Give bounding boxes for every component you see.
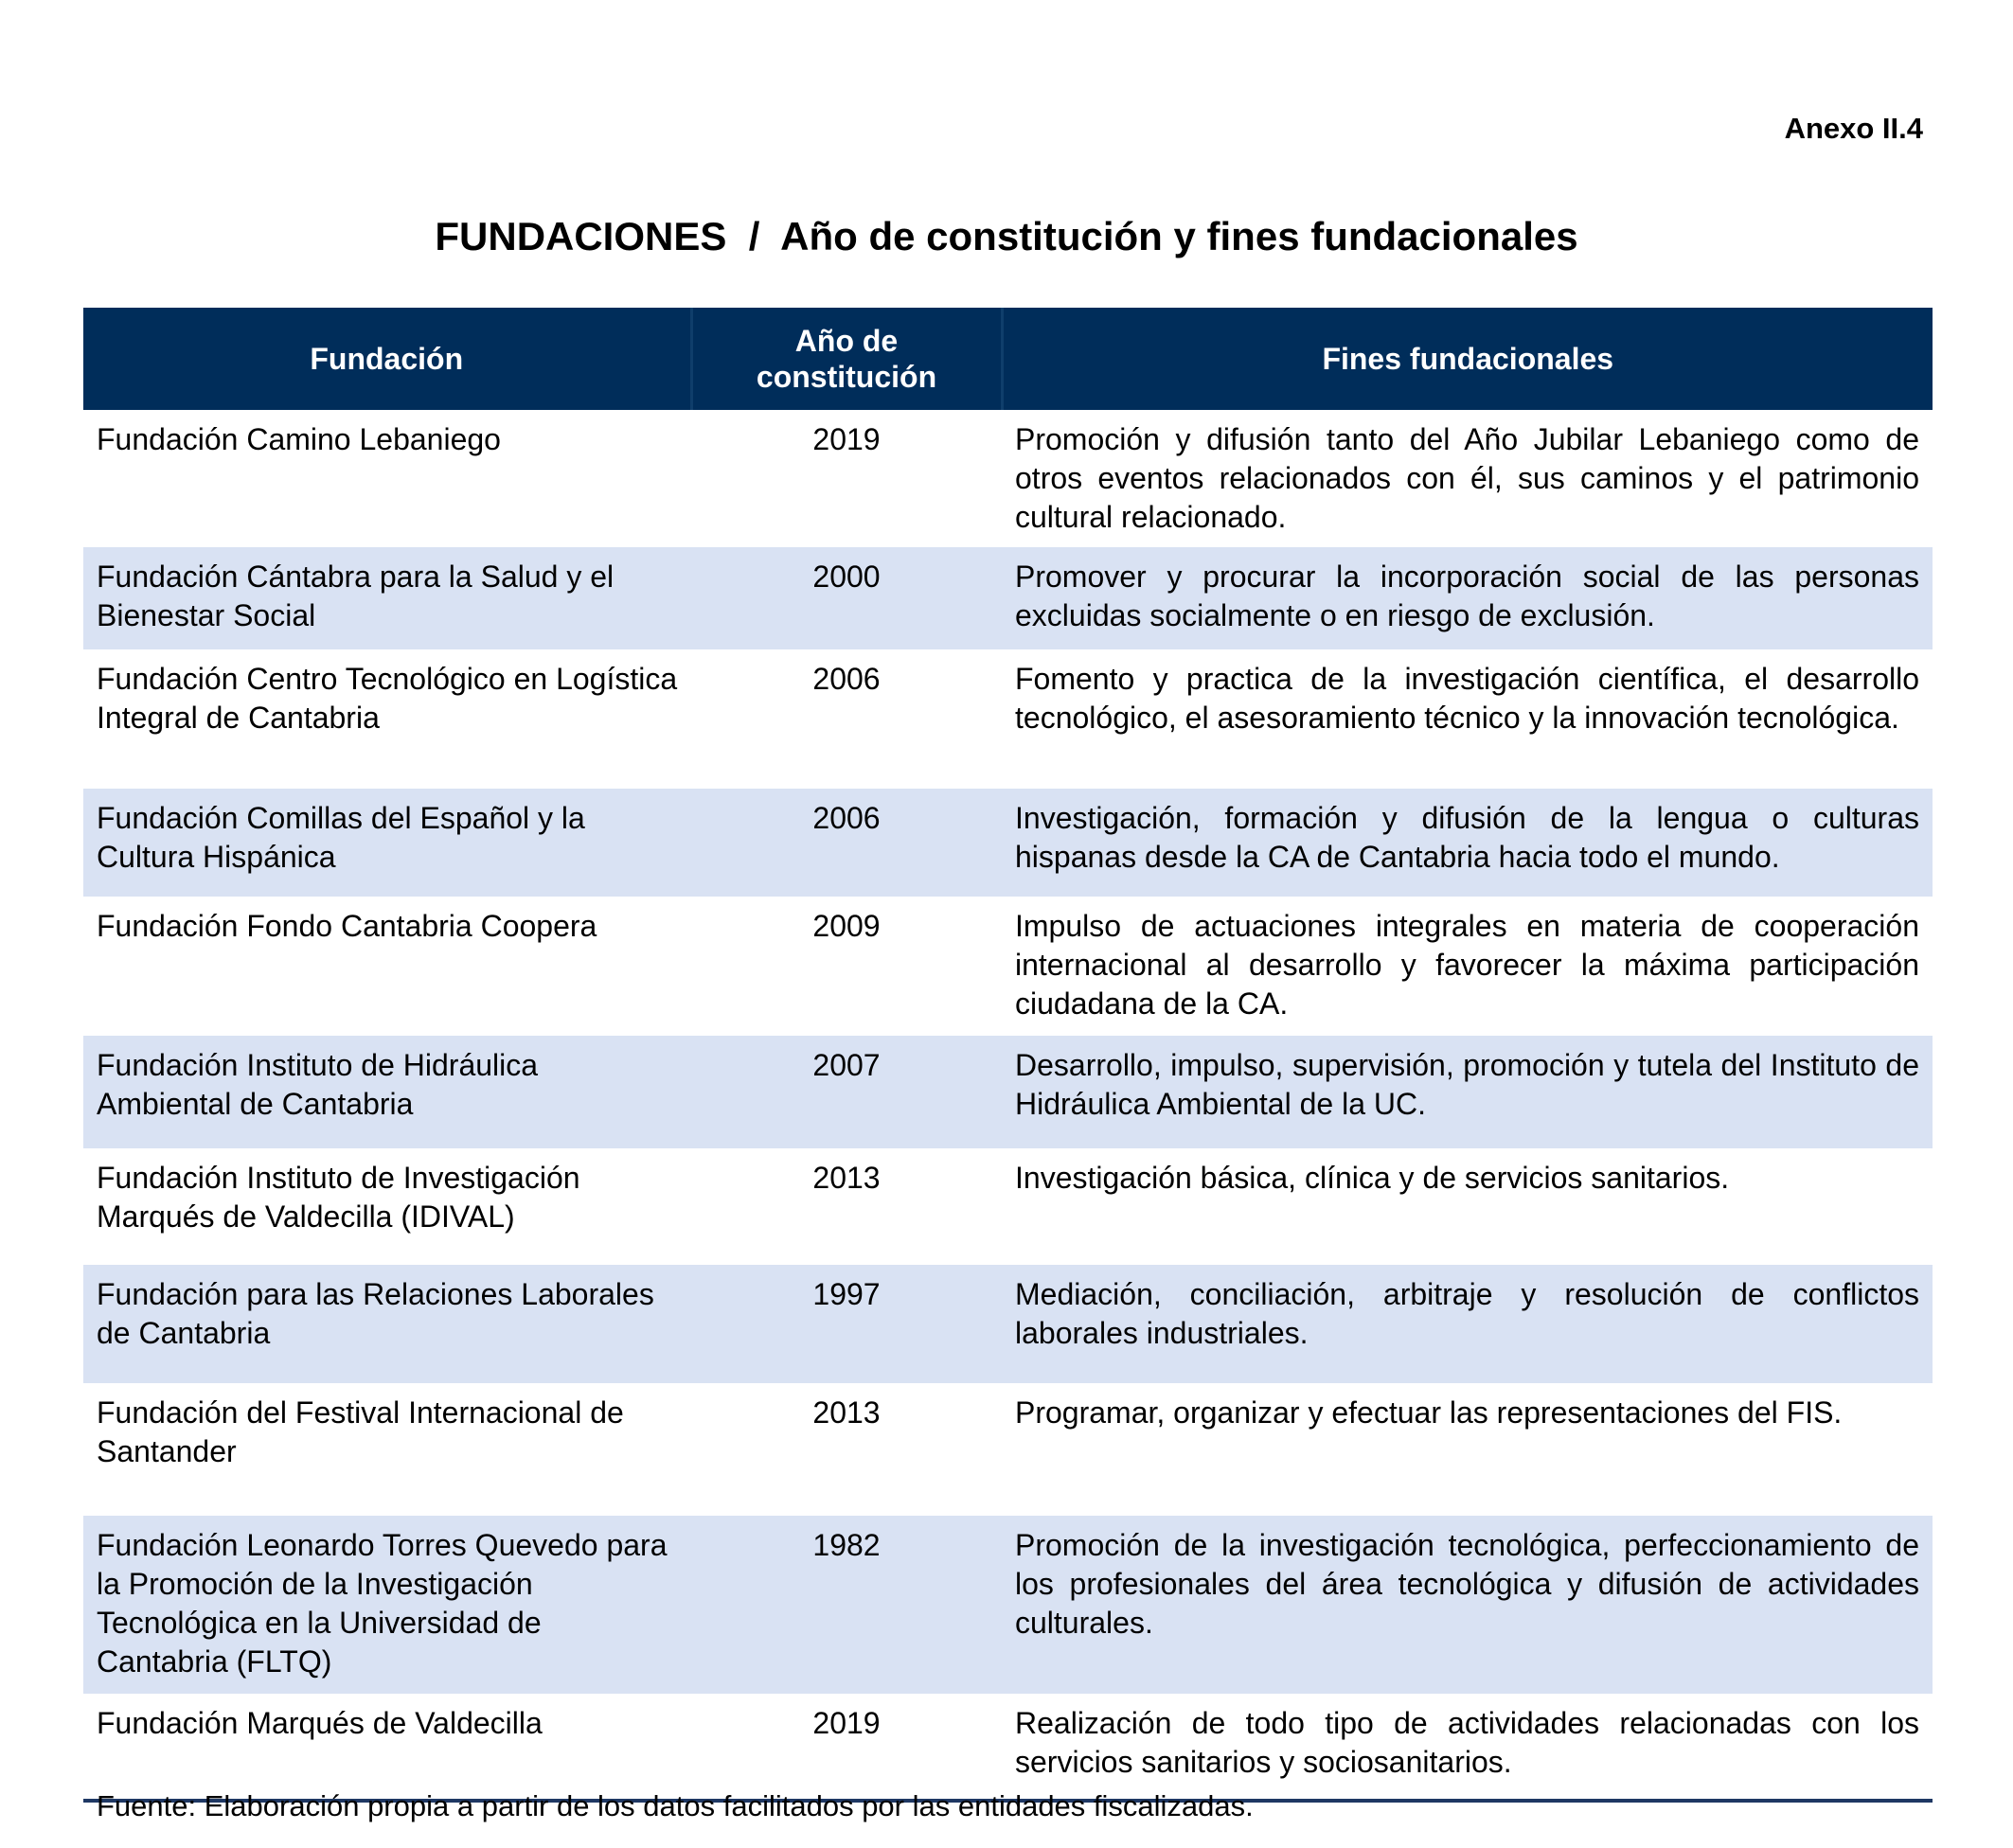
foundation-purpose: Investigación básica, clínica y de servicios sanitarios. <box>1015 1161 1730 1195</box>
table-row <box>83 649 1933 789</box>
foundation-year: 2007 <box>691 1036 1002 1148</box>
foundation-name: Fundación Camino Lebaniego <box>97 422 501 456</box>
annex-label: Anexo II.4 <box>1784 112 1923 145</box>
foundation-year: 2009 <box>812 909 881 943</box>
foundation-year: 2000 <box>691 547 1002 649</box>
foundation-purpose: Mediación, conciliación, arbitraje y resolución de conflictos laborales industriales. <box>1002 1265 1933 1383</box>
foundation-name: Fundación Centro Tecnológico en Logística Integral de Cantabria <box>97 662 678 735</box>
foundation-purpose: Desarrollo, impulso, supervisión, promoción y tutela del Instituto de Hidráulica Ambiental de la UC. <box>1002 1036 1933 1148</box>
foundation-year: 2006 <box>812 662 881 696</box>
table-row <box>83 1036 1933 1148</box>
foundation-purpose: Promoción y difusión tanto del Año Jubilar Lebaniego como de otros eventos relacionados con él, sus caminos y el patrimonio cultural relacionado. <box>1015 422 1919 534</box>
foundation-name: Fundación Comillas del Español y la Cultura Hispánica <box>83 789 691 897</box>
foundation-name: Fundación Cántabra para la Salud y el Bienestar Social <box>83 547 691 649</box>
foundation-purpose: Programar, organizar y efectuar las representaciones del FIS. <box>1015 1395 1843 1430</box>
foundation-name: Fundación Leonardo Torres Quevedo para la Promoción de la Investigación Tecnológica en la Universidad de Cantabria (FLTQ) <box>83 1516 691 1694</box>
table-row <box>83 410 1933 547</box>
page-title: FUNDACIONES / Año de constitución y fines fundacionales <box>435 214 1578 258</box>
table-row <box>83 1516 1933 1694</box>
foundation-name: Fundación Marqués de Valdecilla <box>83 1694 691 1801</box>
foundation-year: 1997 <box>691 1265 1002 1383</box>
column-header-year <box>691 308 1002 410</box>
foundation-purpose: Realización de todo tipo de actividades relacionadas con los servicios sanitarios y sociosanitarios. <box>1002 1694 1933 1801</box>
foundation-name: Fundación Fondo Cantabria Coopera <box>97 909 597 943</box>
foundation-year: 2019 <box>812 422 881 456</box>
foundation-purpose: Promoción de la investigación tecnológica, perfeccionamiento de los profesionales del área tecnológica y difusión de actividades culturales. <box>1002 1516 1933 1694</box>
table-row <box>83 547 1933 649</box>
foundation-purpose: Impulso de actuaciones integrales en materia de cooperación internacional al desarrollo y favorecer la máxima participación ciudadana de la CA. <box>1015 909 1919 1021</box>
column-header-year-line2: constitución <box>756 360 937 394</box>
foundation-purpose: Promover y procurar la incorporación social de las personas excluidas socialmente o en riesgo de exclusión. <box>1002 547 1933 649</box>
table-row <box>83 789 1933 897</box>
foundation-name: Fundación Instituto de Investigación Marqués de Valdecilla (IDIVAL) <box>97 1161 580 1234</box>
foundation-name: Fundación para las Relaciones Laborales de Cantabria <box>83 1265 691 1383</box>
foundation-purpose: Fomento y practica de la investigación científica, el desarrollo tecnológico, el asesoramiento técnico y la innovación tecnológica. <box>1015 662 1919 735</box>
foundation-year: 2013 <box>812 1395 881 1430</box>
foundation-purpose: Investigación, formación y difusión de la lengua o culturas hispanas desde la CA de Cantabria hacia todo el mundo. <box>1002 789 1933 897</box>
foundations-table <box>83 308 1933 1803</box>
source-note: Fuente: Elaboración propia a partir de los datos facilitados por las entidades fiscalizadas. <box>97 1789 1254 1822</box>
foundation-year: 2013 <box>812 1161 881 1195</box>
foundation-name: Fundación del Festival Internacional de Santander <box>97 1395 624 1468</box>
table-row <box>83 1694 1933 1801</box>
foundation-name: Fundación Instituto de Hidráulica Ambiental de Cantabria <box>83 1036 691 1148</box>
table-row <box>83 897 1933 1036</box>
foundation-year: 2019 <box>691 1694 1002 1801</box>
foundation-year: 1982 <box>691 1516 1002 1694</box>
foundation-year: 2006 <box>691 789 1002 897</box>
table-row <box>83 1265 1933 1383</box>
column-header-year-line1: Año de <box>794 324 899 358</box>
column-header-foundation: Fundación <box>83 308 691 410</box>
table-header-row <box>83 308 1933 410</box>
column-header-purpose: Fines fundacionales <box>1002 308 1933 410</box>
table-row <box>83 1383 1933 1516</box>
table-row <box>83 1148 1933 1265</box>
